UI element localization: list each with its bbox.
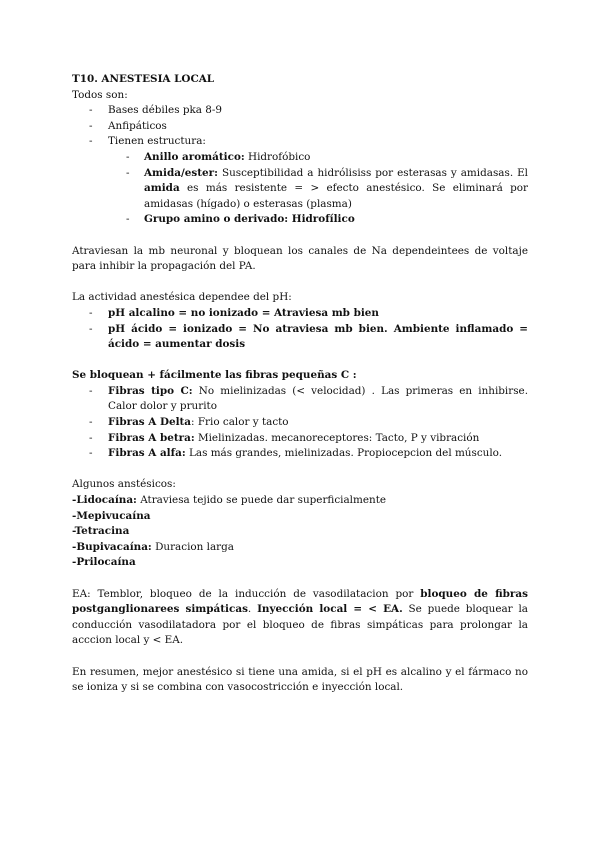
ph-intro: La actividad anestésica dependee del pH: — [72, 291, 292, 304]
property-item: - Bases débiles pka 8-9 — [72, 103, 528, 119]
fiber-item: - Fibras tipo C: No mielinizadas (< velocidad) . Las primeras en inhibirse. Calor dolor y prurito — [72, 384, 528, 415]
anesthetics-intro: Algunos anstésicos: — [72, 478, 176, 491]
anesthetic-item: -Mepivucaína — [72, 509, 151, 522]
structure-item: - Amida/ester: Susceptibilidad a hidrólisiss por esterasas y amidasas. El amida es más resistente = > efecto anestésico. Se eliminará por amidasas (hígado) o esterasas (plasma) — [72, 166, 528, 213]
document-title: T10. ANESTESIA LOCAL — [72, 73, 215, 85]
fibers-heading: Se bloquean + fácilmente las fibras pequeñas C : — [72, 369, 357, 382]
anesthetic-item: -Prilocaína — [72, 556, 136, 569]
summary-paragraph: En resumen, mejor anestésico si tiene una amida, si el pH es alcalino y el fármaco no se ioniza y si se combina con vasocostricción e inyección local. — [72, 665, 528, 694]
structure-list — [72, 150, 528, 228]
ph-item: - pH ácido = ionizado = No atraviesa mb bien. Ambiente inflamado = ácido = aumentar dosis — [72, 322, 528, 353]
intro-text: Todos son: — [72, 88, 128, 101]
structure-item: - Grupo amino o derivado: Hidrofílico — [72, 212, 528, 228]
anesthetic-item: -Tetracina — [72, 525, 130, 538]
fiber-item: - Fibras A Delta: Frio calor y tacto — [72, 415, 528, 431]
property-label: Tienen estructura: — [108, 135, 206, 148]
fiber-item: - Fibras A alfa: Las más grandes, mielinizadas. Propiocepcion del músculo. — [72, 446, 528, 462]
anesthetic-item: -Lidocaína: Atraviesa tejido se puede dar superficialmente — [72, 494, 387, 507]
ph-item: - pH alcalino = no ionizado = Atraviesa mb bien — [72, 306, 528, 322]
structure-item: - Anillo aromático: Hidrofóbico — [72, 150, 528, 166]
ph-list — [72, 306, 528, 353]
anesthetics-list — [72, 493, 528, 571]
membrane-paragraph: Atraviesan la mb neuronal y bloquean los canales de Na dependeintees de voltaje para inhibir la propagación del PA. — [72, 244, 528, 273]
properties-list — [72, 103, 528, 228]
side-effects-paragraph: EA: Temblor, bloqueo de la inducción de vasodilatacion por bloqueo de fibras postganglionarees simpáticas. Inyección local = < EA. Se puede bloquear la conducción vasodilatadora por el bloqueo de fibras simpáticas para prolongar la acccion local y < EA. — [72, 587, 528, 647]
property-item — [72, 134, 528, 228]
fiber-item: - Fibras A betra: Mielinizadas. mecanoreceptores: Tacto, P y vibración — [72, 431, 528, 447]
fibers-list — [72, 384, 528, 462]
property-item: - Anfipáticos — [72, 119, 528, 135]
anesthetic-item: -Bupivacaína: Duracion larga — [72, 540, 234, 553]
